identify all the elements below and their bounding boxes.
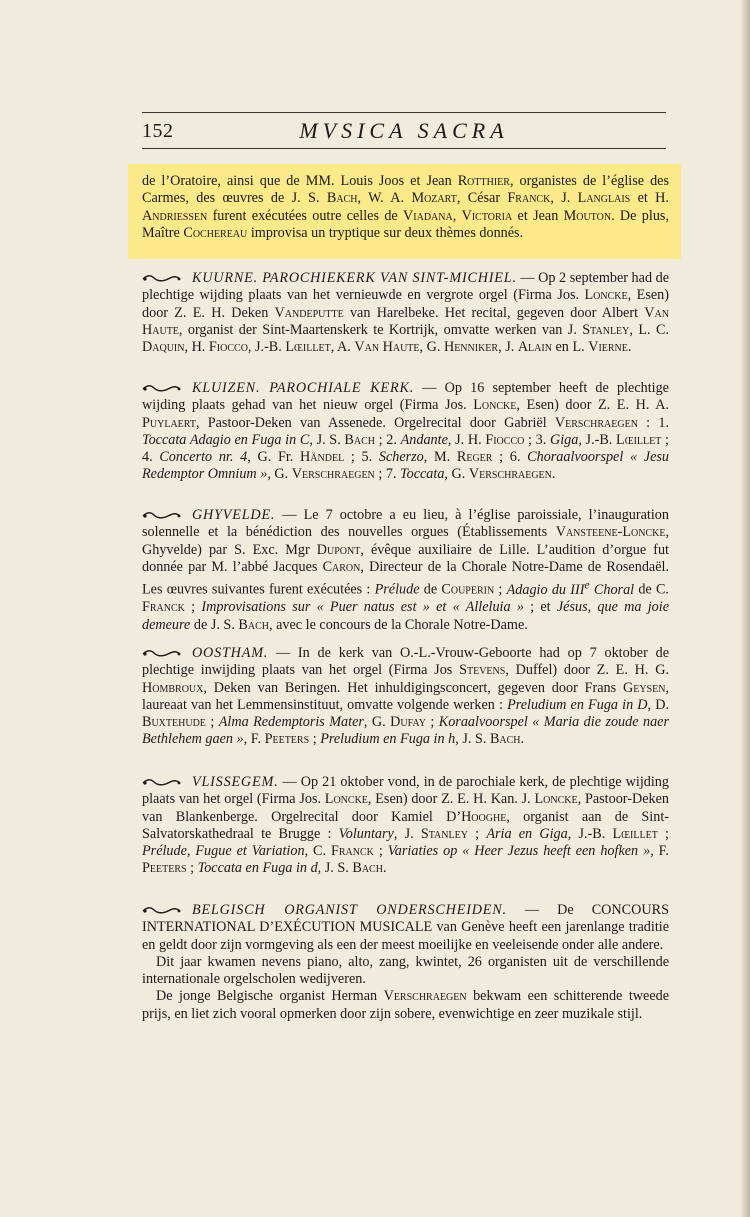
page-number: 152	[142, 120, 174, 142]
entry-body-text: Dit jaar kwamen nevens piano, alto, zang, kwintet, 26 organisten uit de verschillende internationale orgelscholen wedijveren.	[142, 953, 669, 988]
entry-paragraph	[142, 988, 669, 1023]
entry-title: BELGISCH ORGANIST ONDERSCHEIDEN.	[192, 902, 507, 918]
entry-title: KLUIZEN. PAROCHIALE KERK.	[192, 380, 415, 396]
header-rule-top	[142, 112, 666, 113]
entry-body-text: — Op 21 oktober vond, in de parochiale kerk, de plechtige wijding plaats van het orgel (Firma Jos. Loncke, Esen) door Z. E. H. Kan. J. Loncke, Pastoor-Deken van Blankenberge. Orgelrecital door Kamiel D’Hooghe, organist aan de Sint-Salvatorskathedraal te Brugge : Voluntary, J. Stanley ; Aria en Giga, J.-B. Lœillet ; Prélude, Fugue et Variation, C. Franck ; Variaties op « Heer Jezus heeft een hofken », F. Peeters ; Toccata en Fuga in d, J. S. Bach.	[142, 774, 670, 877]
entry-vlissegem	[142, 774, 669, 878]
entry-body-text: — Op 2 september had de plechtige wijding plaats van het vernieuwde en vergrote orgel (Firma Jos. Loncke, Esen) door Z. E. H. Deken Vandeputte van Harelbeke. Het recital, gegeven door Albert Van Haute, organist der Sint-Maartenskerk te Kortrijk, omvatte werken van J. Stanley, L. C. Daquin, H. Fiocco, J.-B. Lœillet, A. Van Haute, G. Henniker, J. Alain en L. Vierne.	[142, 270, 669, 356]
entry-lead-paragraph	[142, 270, 669, 356]
page-edge-shadow	[740, 0, 750, 1217]
entry-title: OOSTHAM.	[192, 645, 269, 661]
entry-lead-paragraph	[142, 645, 669, 749]
entry-body-text: De jonge Belgische organist Herman Verschraegen bekwam een schitterende tweede prijs, en liet zich vooral opmerken door zijn sobere, evenwichtige en zeer muzikale stijl.	[142, 988, 670, 1022]
flourish-ornament-icon	[142, 274, 182, 283]
entry-lead-paragraph	[142, 902, 669, 954]
highlighted-paragraph	[142, 173, 669, 242]
entry-body-text: — In de kerk van O.-L.-Vrouw-Geboorte had op 7 oktober de plechtige inwijding plaats van het orgel (Firma Jos Stevens, Duffel) door Z. E. H. G. Hombroux, Deken van Beringen. Het inhuldigingsconcert, gegeven door Frans Geysen, laureaat van het Lemmensinstituut, omvatte volgende werken : Preludium en Fuga in D, D. Buxtehude ; Alma Redemptoris Mater, G. Dufay ; Koraalvoorspel « Maria die zoude naer Bethlehem gaen », F. Peeters ; Preludium en Fuga in h, J. S. Bach.	[142, 645, 669, 748]
flourish-ornament-icon	[142, 649, 182, 658]
highlighted-text: de l’Oratoire, ainsi que de MM. Louis Joos et Jean Rotthier, organistes de l’église des Carmes, des œuvres de J. S. Bach, W. A. Mozart, César Franck, J. Langlais et H. Andriessen furent exécutées outre celles de Viadana, Victoria et Jean Mouton. De plus, Maître Cochereau improvisa un tryptique sur deux thèmes donnés.	[142, 173, 669, 241]
entry-body-text: — Le 7 octobre a eu lieu, à l’église paroissiale, l’inauguration solennelle et la bénédiction des nouvelles orgues (Établissements Vansteene-Loncke, Ghyvelde) par S. Exc. Mgr Dupont, évêque auxiliaire de Lille. L’audition d’orgue fut donnée par M. l’abbé Jacques Caron, Directeur de la Chorale Notre-Dame de Rosendaël. Les œuvres suivantes furent exécutées : Prélude de Couperin ; Adagio du IIIe Choral de C. Franck ; Improvisations sur « Puer natus est » et « Alleluia » ; et Jésus, que ma joie demeure de J. S. Bach, avec le concours de la Chorale Notre-Dame.	[142, 507, 669, 633]
flourish-ornament-icon	[142, 384, 182, 393]
entry-kuurne	[142, 270, 669, 356]
running-title: MVSICA SACRA	[299, 118, 509, 143]
entry-paragraph	[142, 954, 669, 989]
entry-lead-paragraph	[142, 507, 669, 634]
flourish-ornament-icon	[142, 906, 182, 915]
entry-oostham	[142, 645, 669, 749]
entry-title: KUURNE. PAROCHIEKERK VAN SINT-MICHIEL.	[192, 270, 517, 286]
entry-title: GHYVELDE.	[192, 507, 276, 523]
entry-belgisch-organist	[142, 902, 669, 1023]
entry-title: VLISSEGEM.	[192, 774, 279, 790]
header-rule-bottom	[142, 148, 666, 149]
entry-kluizen	[142, 380, 669, 484]
flourish-ornament-icon	[142, 778, 182, 787]
entry-body-text: — Op 16 september heeft de plechtige wijding plaats gehad van het nieuw orgel (Firma Jos. Loncke, Esen) door Z. E. H. A. Puylaert, Pastoor-Deken van Assenede. Orgelrecital door Gabriël Verschraegen : 1. Toccata Adagio en Fuga in C, J. S. Bach ; 2. Andante, J. H. Fiocco ; 3. Giga, J.-B. Lœillet ; 4. Concerto nr. 4, G. Fr. Händel ; 5. Scherzo, M. Reger ; 6. Choraalvoorspel « Jesu Redemptor Omnium », G. Verschraegen ; 7. Toccata, G. Verschraegen.	[142, 380, 669, 483]
flourish-ornament-icon	[142, 511, 182, 520]
entry-lead-paragraph	[142, 774, 669, 878]
entry-body-text: — De CONCOURS INTERNATIONAL D’EXÉCUTION MUSICALE van Genève heeft een jarenlange traditie en geldt door zijn vormgeving als een der meest moeilijke en veeleisende onder alle andere.	[142, 902, 669, 953]
entry-lead-paragraph	[142, 380, 669, 484]
entry-ghyvelde	[142, 507, 669, 634]
